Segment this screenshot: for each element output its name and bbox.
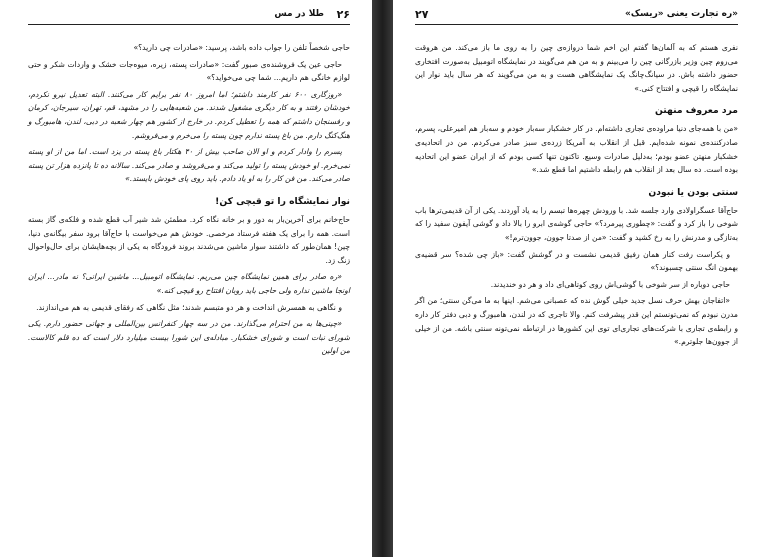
quote-paragraph: «روزگاری ۶۰۰ نفر کارمند داشتم؛ اما امروز ۸۰ نفر برایم کار می‌کنند. البته تعدیل نیرو نکردم، خودشان رفتند و به کار دیگری مشغول شدند. من شعبه‌هایی را در مشهد، قم، تهران، سیرجان، کرمان و رفسنجان داشتم که همه را تعطیل کردم. در خارج از کشور هم چهار شعبه در دبی، لندن، هامبورگ و هنگ‌کنگ دارم. من باغ پسته ندارم چون پسته را می‌خرم و می‌فروشم.	[28, 89, 350, 140]
quote-paragraph: «ره صادر برای همین نمایشگاه چین می‌ریم. نمایشگاه اتومبیل... ماشین ایرانی؟ نه مادر... ایران اونجا ماشین نداره ولی حاجی باید روبان افتتاح رو قیچی کنه.»	[28, 272, 350, 295]
section-heading: نوار نمایشگاه را تو قیچی کن!	[215, 195, 350, 207]
running-title: طلا در مس	[274, 9, 324, 19]
right-page-header	[415, 4, 738, 25]
paragraph: حاجی شخصاً تلفن را جواب داده باشد، پرسید: «صادرات چی دارید؟»	[133, 43, 350, 52]
right-page-body	[415, 41, 738, 349]
left-page-body	[28, 41, 350, 358]
paragraph: نفری هستم که به آلمان‌ها گفتم این اخم شما دروازه‌ی چین را به روی ما باز می‌کند. من هروقت می‌روم چین وزیر بازرگانی چین را می‌بینم و به من هم می‌گویند در نمایشگاه اتومبیل به‌صورت افتخاری حضور داشته باش. در سیانگ‌چانگ یک نمایشگاهی هست و به من می‌گویند که هر سال باید نوار این نمایشگاه را قیچی و افتتاح کنی.»	[415, 43, 738, 93]
paragraph: «من با همه‌جای دنیا مراوده‌ی تجاری داشته‌ام. در کار خشکبار سه‌بار خودم و سه‌بار هم امیرعلی، پسرم، صادرکننده‌ی نمونه شده‌ایم. قبل از انقلاب به آمریکا زرده‌ی سبز صادر می‌کردم. من در اتحادیه‌ی خشکبار منهتن عضو بودم؛ به‌دلیل صادرات وسیع. تاکنون تنها کسی بودم که از ایران عضو این اتحادیه بوده است. ده سال بعد از انقلاب هم رابطه داشتیم اما قطع شد.»	[415, 124, 738, 175]
left-page-header	[28, 4, 350, 25]
quote-paragraph: «چینی‌ها به من احترام می‌گذارند. من در سه چهار کنفرانس بین‌المللی و جهانی حضور دارم. یکی شورای نبات است و شورای خشکبار. مبادله‌ی این شورا بیست میلیارد دلار است که ده قلم کالاست. من اولین	[28, 319, 350, 356]
right-page	[393, 0, 768, 557]
page-number: ۲۷	[415, 8, 429, 21]
left-page	[0, 0, 372, 557]
paragraph: و یکراست رفت کنار همان رفیق قدیمی نشست و در گوشش گفت: «باز چی شده؟ سر قضیه‌ی بهمون انگ سنتی چسبوند؟»	[415, 249, 738, 273]
section-heading: مرد معروف منهتن	[654, 105, 738, 117]
paragraph: «اتفاجان بهش حرف نسل جدید خیلی گوش نده که عصبانی می‌شم. اینها به ما می‌گن سنتی؛ من اگر مدرن نبودم که نمی‌تونستم این قدر پیشرفت کنم. والا تاجری که در لندن، هامبورگ و دبی دفتر کار داره و رابطه‌ی تجاری با شرکت‌های تجاری‌ای توی این کشورها در ارتباطه نمی‌تونه سنتی باشه. من از خیلی از جوون‌ها جلوترم.»	[415, 296, 738, 347]
section-heading: سنتی بودن یا نبودن	[648, 186, 738, 198]
running-title: «ره تجارت یعنی «ریسک»	[624, 9, 738, 19]
page-number: ۲۶	[336, 8, 350, 21]
quote-paragraph: پسرم را وادار کردم و او الان صاحب بیش از ۴۰ هکتار باغ پسته در یزد است. اما من از او پسته نمی‌خرم. او خودش پسته را تولید می‌کند و می‌فروشد و صادر می‌کند. سالانه ده تا پانزده هزار تن پسته صادر می‌کند. من فن کار را به او یاد دادم. باید روی پای خودش بایستد.»	[28, 147, 350, 184]
paragraph: حاجی عین یک فروشنده‌ی صبور گفت: «صادرات پسته، زیره، میوه‌جات خشک و واردات شکر و حتی لوازم خانگی هم داریم... شما چی می‌خواید؟»	[28, 59, 350, 83]
paragraph: حاجی دوباره از سر شوخی با گوشی‌اش روی کوتاهی‌ای داد و هر دو خندیدند.	[490, 279, 730, 289]
paragraph: و نگاهی به همسرش انداخت و هر دو متبسم شدند؛ مثل نگاهی که رفقای قدیمی به هم می‌اندازند.	[36, 302, 342, 312]
paragraph: حاج‌آقا عسگراولادی وارد جلسه شد. با ورودش چهره‌ها تبسم را به یاد آوردند. یکی از آن قدیمی‌ترها باب شوخی را باز کرد و گفت: «چطوری پیرمرد؟» حاجی گوشه‌ی ابرو را بالا داد و گوشی آیفون سفید را که به‌تازگی و مدرنش را به رخ کشید و گفت: «من از صدتا جوون، جوون‌ترم!»	[415, 205, 738, 242]
paragraph: حاج‌خانم برای آخرین‌بار به دور و بر خانه نگاه کرد. مطمئن شد شیر آب قطع شده و فلکه‌ی گاز بسته است. همه را برای یک هفته فرستاد مرخصی. خودش هم می‌خواست با حاج‌آقا برود سفر بیگانه‌ی دنیا، چین! همان‌طور که داشتند سوار ماشین می‌شدند بروند فرودگاه به یکی از بچه‌هایشان برای حال‌واحوال زنگ زد.	[28, 214, 350, 265]
book-gutter	[372, 0, 393, 557]
